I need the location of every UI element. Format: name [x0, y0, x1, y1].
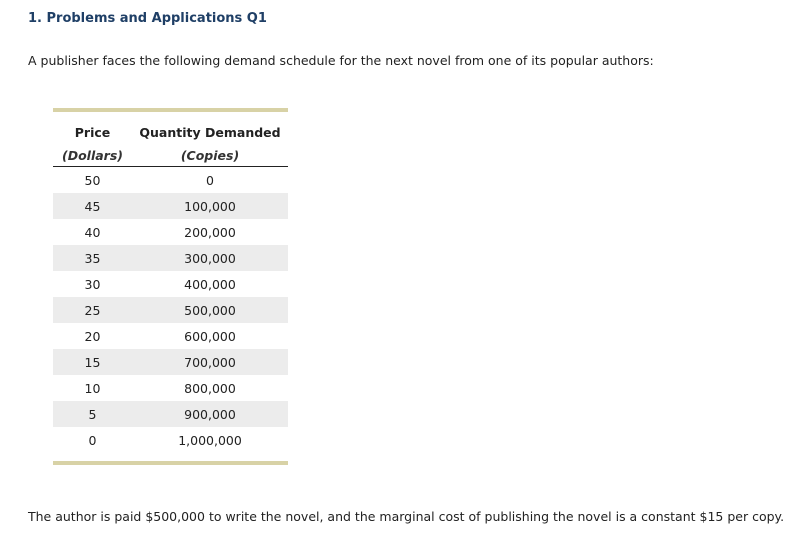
unit-row [53, 145, 288, 167]
price-cell: 5 [53, 401, 132, 427]
price-cell: 45 [53, 193, 132, 219]
demand-schedule [53, 112, 288, 453]
price-cell: 25 [53, 297, 132, 323]
quantity-cell: 900,000 [132, 401, 288, 427]
quantity-cell: 600,000 [184, 328, 236, 344]
quantity-cell: 700,000 [132, 349, 288, 375]
price-cell: 40 [84, 224, 101, 240]
price-cell: 20 [84, 328, 101, 344]
header-row [53, 112, 288, 145]
table-row [53, 245, 288, 271]
quantity-cell: 500,000 [132, 297, 288, 323]
price-cell: 15 [53, 349, 132, 375]
price-unit: (Dollars) [53, 145, 132, 167]
price-cell: 0 [88, 432, 97, 448]
table-row [53, 297, 288, 323]
intro-text: A publisher faces the following demand schedule for the next novel from one of its popular authors: [28, 53, 654, 68]
quantity-unit: (Copies) [132, 145, 288, 167]
quantity-header: Quantity Demanded [139, 124, 281, 140]
table-row [53, 427, 288, 453]
page-title: 1. Problems and Applications Q1 [28, 11, 267, 26]
table-row [53, 193, 288, 219]
table-row [53, 219, 288, 245]
table-row [53, 167, 288, 194]
quantity-cell: 800,000 [184, 380, 236, 396]
quantity-cell: 400,000 [184, 276, 236, 292]
price-header: Price [74, 124, 111, 140]
table-row [53, 349, 288, 375]
quantity-cell: 300,000 [132, 245, 288, 271]
quantity-cell: 100,000 [132, 193, 288, 219]
price-cell: 10 [84, 380, 101, 396]
price-cell: 35 [53, 245, 132, 271]
price-cell: 30 [84, 276, 101, 292]
demand-schedule-table [53, 108, 288, 465]
table-row [53, 401, 288, 427]
quantity-cell: 1,000,000 [178, 432, 242, 448]
price-cell: 50 [84, 172, 101, 188]
table-row [53, 375, 288, 401]
quantity-cell: 200,000 [184, 224, 236, 240]
table-row [53, 271, 288, 297]
footer-text: The author is paid $500,000 to write the novel, and the marginal cost of publishing the novel is a constant $15 per copy. [28, 509, 785, 524]
table-row [53, 323, 288, 349]
quantity-cell: 0 [206, 172, 214, 188]
